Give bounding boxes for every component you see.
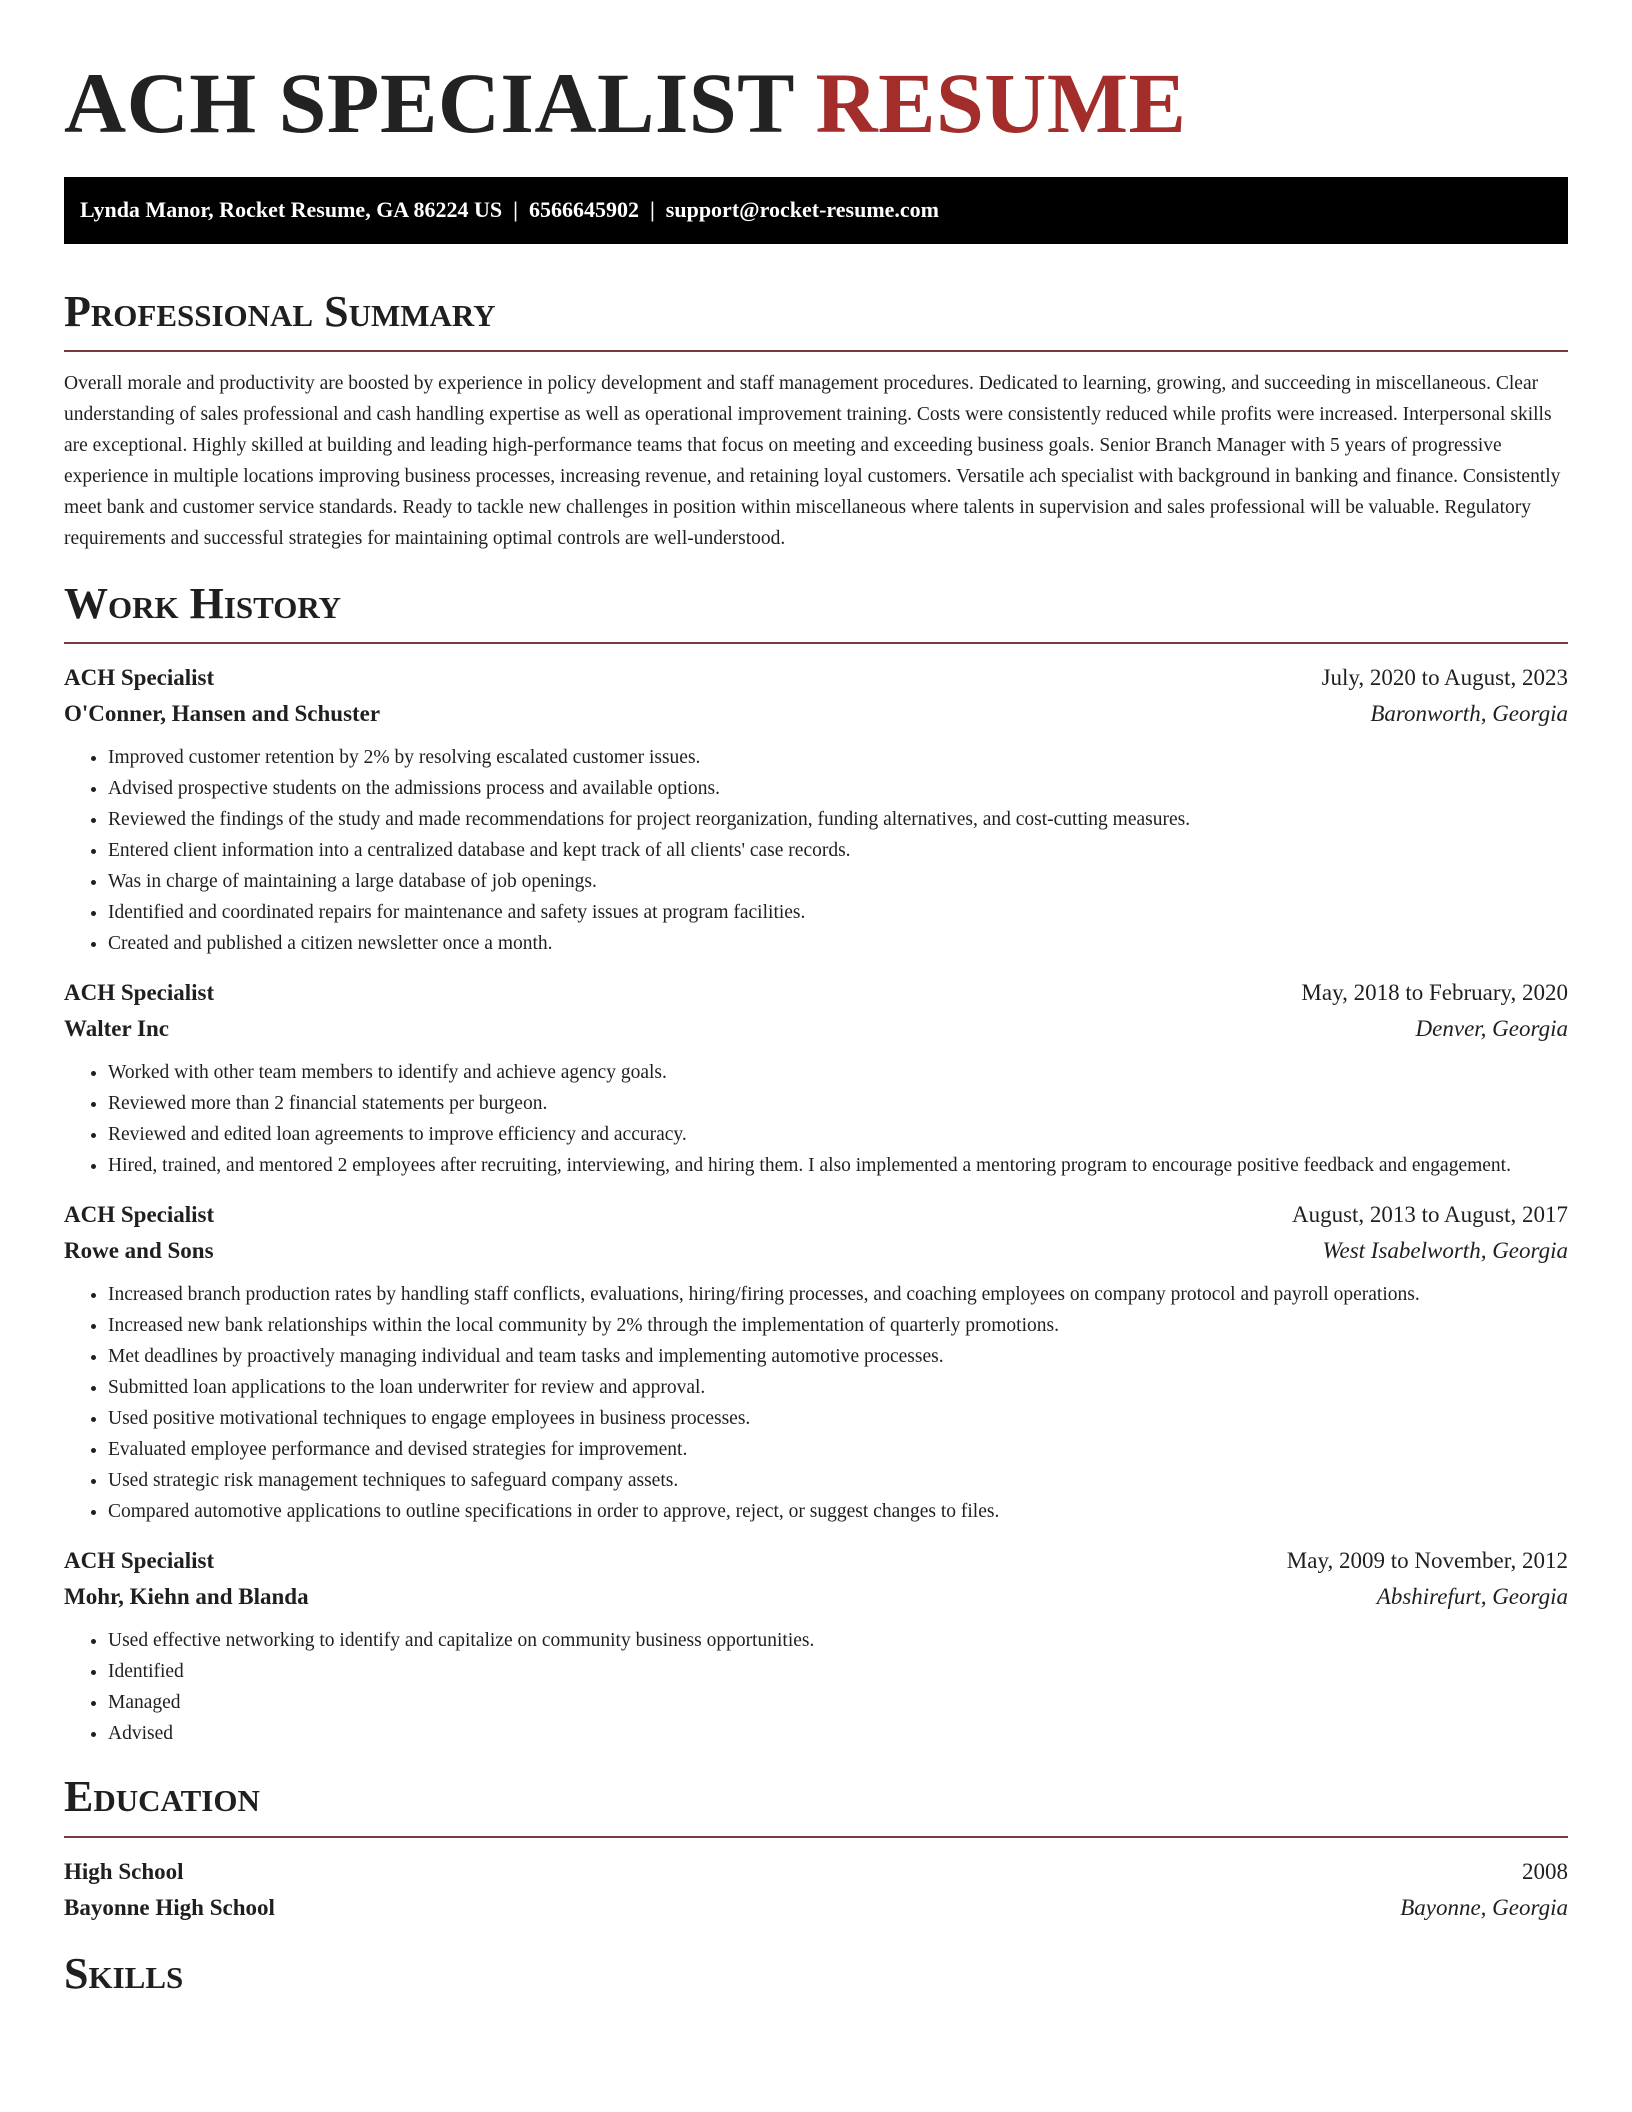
job-bullets <box>64 742 1568 959</box>
resume-title <box>64 56 1568 151</box>
education-location: Bayonne, Georgia <box>1400 1894 1568 1920</box>
job-location: Abshirefurt, Georgia <box>1376 1584 1568 1610</box>
job-entry <box>64 660 1568 959</box>
job-bullet: • Submitted loan applications to the loan underwriter for review and approval. <box>108 1372 1568 1403</box>
job-location: Denver, Georgia <box>1415 1016 1568 1042</box>
education-school: Bayonne High School <box>64 1894 275 1920</box>
job-bullet: • Reviewed more than 2 financial statements per burgeon. <box>108 1088 1568 1119</box>
section-title-work-history: Work History <box>64 578 342 628</box>
job-entry <box>64 1543 1568 1749</box>
job-bullet: • Managed <box>108 1687 1568 1718</box>
job-bullet: • Advised <box>108 1718 1568 1749</box>
education-year: 2008 <box>1522 1858 1568 1884</box>
job-header <box>64 975 1568 1011</box>
job-dates: August, 2013 to August, 2017 <box>1291 1202 1568 1228</box>
education-entry <box>64 1854 1568 1926</box>
title-main: ACH SPECIALIST <box>64 55 816 151</box>
job-location: Baronworth, Georgia <box>1370 701 1568 727</box>
section-divider <box>64 642 1568 644</box>
job-bullet: • Used strategic risk management techniques to safeguard company assets. <box>108 1465 1568 1496</box>
job-bullet: • Created and published a citizen newsletter once a month. <box>108 928 1568 959</box>
job-header <box>64 1543 1568 1579</box>
job-dates: May, 2018 to February, 2020 <box>1301 980 1568 1006</box>
job-bullet: • Advised prospective students on the admissions process and available options. <box>108 773 1568 804</box>
job-bullet: • Used effective networking to identify and capitalize on community business opportunities. <box>108 1625 1568 1656</box>
job-subheader <box>64 1011 1568 1047</box>
job-bullet: • Entered client information into a centralized database and kept track of all clients' case records. <box>108 835 1568 866</box>
job-subheader <box>64 696 1568 732</box>
job-bullet: • Identified and coordinated repairs for maintenance and safety issues at program facilities. <box>108 897 1568 928</box>
job-title: ACH Specialist <box>64 980 215 1006</box>
job-entry <box>64 1197 1568 1527</box>
contact-info: Lynda Manor, Rocket Resume, GA 86224 US | 6566645902 | support@rocket-resume.com <box>80 197 940 223</box>
job-bullet: • Improved customer retention by 2% by resolving escalated customer issues. <box>108 742 1568 773</box>
education-subheader <box>64 1890 1568 1926</box>
education-degree: High School <box>64 1858 184 1884</box>
job-company: Walter Inc <box>64 1016 169 1042</box>
job-bullet: • Increased new bank relationships within the local community by 2% through the implementation of quarterly promotions. <box>108 1310 1568 1341</box>
job-bullet: • Increased branch production rates by handling staff conflicts, evaluations, hiring/firing processes, and coaching employees on company protocol and payroll operations. <box>108 1279 1568 1310</box>
section-title-education: Education <box>64 1772 260 1822</box>
job-bullet: • Evaluated employee performance and devised strategies for improvement. <box>108 1434 1568 1465</box>
job-entry <box>64 975 1568 1181</box>
job-title: ACH Specialist <box>64 1548 215 1574</box>
job-bullet: • Reviewed and edited loan agreements to improve efficiency and accuracy. <box>108 1119 1568 1150</box>
job-company: Rowe and Sons <box>64 1238 214 1264</box>
job-bullets <box>64 1625 1568 1749</box>
job-title: ACH Specialist <box>64 665 215 691</box>
job-bullet: • Worked with other team members to identify and achieve agency goals. <box>108 1057 1568 1088</box>
job-dates: May, 2009 to November, 2012 <box>1286 1548 1568 1574</box>
job-title: ACH Specialist <box>64 1202 215 1228</box>
job-bullets <box>64 1057 1568 1181</box>
job-bullet: • Identified <box>108 1656 1568 1687</box>
job-subheader <box>64 1579 1568 1615</box>
section-divider <box>64 350 1568 352</box>
job-header <box>64 660 1568 696</box>
job-bullet: • Met deadlines by proactively managing individual and team tasks and implementing automotive processes. <box>108 1341 1568 1372</box>
job-subheader <box>64 1233 1568 1269</box>
job-dates: July, 2020 to August, 2023 <box>1321 665 1568 691</box>
job-bullet: • Hired, trained, and mentored 2 employees after recruiting, interviewing, and hiring them. I also implemented a mentoring program to encourage positive feedback and engagement. <box>108 1150 1568 1181</box>
job-header <box>64 1197 1568 1233</box>
title-accent: RESUME <box>815 55 1187 151</box>
job-company: O'Conner, Hansen and Schuster <box>64 701 381 727</box>
education-header <box>64 1854 1568 1890</box>
job-bullet: • Used positive motivational techniques to engage employees in business processes. <box>108 1403 1568 1434</box>
section-divider <box>64 1836 1568 1838</box>
job-company: Mohr, Kiehn and Blanda <box>64 1584 309 1610</box>
contact-bar <box>64 177 1568 244</box>
job-bullet: • Reviewed the findings of the study and made recommendations for project reorganization, funding alternatives, and cost-cutting measures. <box>108 804 1568 835</box>
job-bullets <box>64 1279 1568 1527</box>
section-title-summary: Professional Summary <box>64 286 496 336</box>
job-bullet: • Compared automotive applications to outline specifications in order to approve, reject, or suggest changes to files. <box>108 1496 1568 1527</box>
section-title-skills: Skills <box>64 1948 184 1998</box>
summary-text: Overall morale and productivity are boosted by experience in policy development and staff management procedures. Dedicated to learning, growing, and succeeding in miscellaneous. Clear understanding of sales professional and cash handling expertise as well as operational improvement training. Costs were consistently reduced while profits were increased. Interpersonal skills are exceptional. Highly skilled at building and leading high-performance teams that focus on meeting and exceeding business goals. Senior Branch Manager with 5 years of progressive experience in multiple locations improving business processes, increasing revenue, and retaining loyal customers. Versatile ach specialist with background in banking and finance. Consistently meet bank and customer service standards. Ready to tackle new challenges in position within miscellaneous where talents in supervision and sales professional will be valuable. Regulatory requirements and successful strategies for maintaining optimal controls are well-understood. <box>64 372 1561 549</box>
job-location: West Isabelworth, Georgia <box>1322 1238 1568 1264</box>
job-bullet: • Was in charge of maintaining a large database of job openings. <box>108 866 1568 897</box>
